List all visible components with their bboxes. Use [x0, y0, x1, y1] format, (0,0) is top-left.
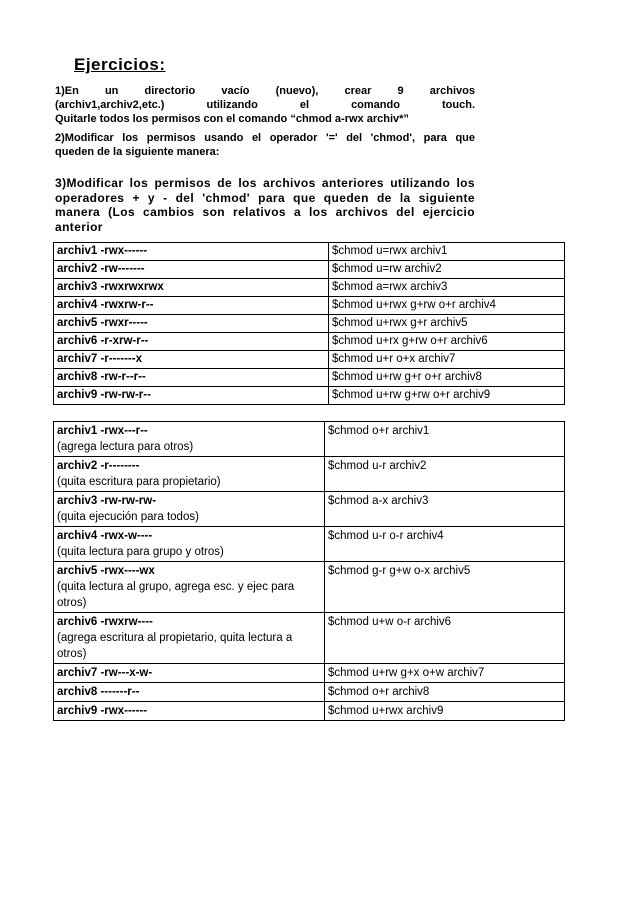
file-cell: archiv1 -rwx------: [54, 243, 329, 261]
table-row: [54, 422, 565, 457]
command-cell: $chmod u-r o-r archiv4: [325, 527, 565, 562]
command-cell: $chmod u+rwx archiv9: [325, 702, 565, 721]
file-cell: archiv9 -rw-rw-r--: [54, 387, 329, 405]
file-cell: archiv7 -rw---x-w-: [54, 664, 325, 683]
file-cell: archiv3 -rwxrwxrwx: [54, 279, 329, 297]
command-cell: $chmod o+r archiv8: [325, 683, 565, 702]
exercise-3-line: operadores + y - del 'chmod' para que queden de la siguiente: [55, 190, 475, 205]
exercise-1-line: Quitarle todos los permisos con el comando “chmod a-rwx archiv*”: [55, 113, 409, 125]
table-row: [54, 279, 565, 297]
table-row: [54, 702, 565, 721]
command-cell: $chmod a=rwx archiv3: [329, 279, 565, 297]
file-permissions: archiv2 -r--------: [57, 460, 140, 472]
file-cell: [54, 562, 325, 613]
table-row: [54, 351, 565, 369]
table-row: [54, 333, 565, 351]
change-note: (agrega lectura para otros): [57, 441, 194, 453]
file-cell: archiv2 -rw-------: [54, 261, 329, 279]
file-permissions: archiv3 -rw-rw-rw-: [57, 495, 157, 507]
table-row: [54, 387, 565, 405]
change-note: (quita lectura para grupo y otros): [57, 546, 224, 558]
exercise-1-line: (archiv1,archiv2,etc.) utilizando el comando touch.: [55, 99, 475, 111]
file-cell: archiv4 -rwxrw-r--: [54, 297, 329, 315]
change-note: (agrega escritura al propietario, quita lectura a otros): [57, 632, 293, 660]
command-cell: $chmod u+rw g+r o+r archiv8: [329, 369, 565, 387]
file-cell: archiv8 -rw-r--r--: [54, 369, 329, 387]
command-cell: $chmod u+w o-r archiv6: [325, 613, 565, 664]
command-cell: $chmod u=rw archiv2: [329, 261, 565, 279]
exercise-2: [55, 131, 475, 159]
file-permissions: archiv4 -rwx-w----: [57, 530, 153, 542]
table-row: [54, 297, 565, 315]
exercise-2-line: queden de la siguiente manera:: [55, 146, 220, 158]
change-note: (quita lectura al grupo, agrega esc. y ejec para otros): [57, 581, 295, 609]
table-row: [54, 683, 565, 702]
file-cell: [54, 422, 325, 457]
table-row: [54, 315, 565, 333]
permissions-table-1: [53, 242, 565, 405]
file-cell: [54, 457, 325, 492]
command-cell: $chmod u+rw g+x o+w archiv7: [325, 664, 565, 683]
file-permissions: archiv1 -rwx---r--: [57, 425, 148, 437]
file-cell: [54, 613, 325, 664]
table-row: [54, 664, 565, 683]
table-row: [54, 457, 565, 492]
exercise-1-line: 1)En un directorio vacío (nuevo), crear 9 archivos: [55, 85, 475, 97]
table-row: [54, 261, 565, 279]
change-note: (quita ejecución para todos): [57, 511, 199, 523]
command-cell: $chmod u+rwx g+r archiv5: [329, 315, 565, 333]
table-row: [54, 527, 565, 562]
file-cell: archiv9 -rwx------: [54, 702, 325, 721]
file-permissions: archiv5 -rwx----wx: [57, 565, 155, 577]
exercise-3: [55, 176, 475, 234]
file-cell: [54, 527, 325, 562]
file-cell: archiv8 -------r--: [54, 683, 325, 702]
command-cell: $chmod o+r archiv1: [325, 422, 565, 457]
file-permissions: archiv6 -rwxrw----: [57, 616, 153, 628]
exercise-3-line: 3)Modificar los permisos de los archivos anteriores utilizando los: [55, 176, 475, 190]
file-cell: [54, 492, 325, 527]
table-row: [54, 492, 565, 527]
exercise-3-line: anterior: [55, 219, 103, 234]
exercise-3-line: manera (Los cambios son relativos a los archivos del ejercicio: [55, 205, 475, 219]
command-cell: $chmod u-r archiv2: [325, 457, 565, 492]
command-cell: $chmod u=rwx archiv1: [329, 243, 565, 261]
command-cell: $chmod u+rwx g+rw o+r archiv4: [329, 297, 565, 315]
exercise-2-line: 2)Modificar los permisos usando el operador '=' del 'chmod', para que: [55, 132, 475, 144]
page-title: Ejercicios:: [74, 55, 166, 74]
table-row: [54, 243, 565, 261]
file-cell: archiv7 -r-------x: [54, 351, 329, 369]
command-cell: $chmod g-r g+w o-x archiv5: [325, 562, 565, 613]
change-note: (quita escritura para propietario): [57, 476, 221, 488]
table-row: [54, 369, 565, 387]
command-cell: $chmod u+r o+x archiv7: [329, 351, 565, 369]
permissions-table-2: [53, 421, 565, 721]
file-cell: archiv6 -r-xrw-r--: [54, 333, 329, 351]
command-cell: $chmod a-x archiv3: [325, 492, 565, 527]
command-cell: $chmod u+rx g+rw o+r archiv6: [329, 333, 565, 351]
file-cell: archiv5 -rwxr-----: [54, 315, 329, 333]
table-row: [54, 613, 565, 664]
command-cell: $chmod u+rw g+rw o+r archiv9: [329, 387, 565, 405]
table-row: [54, 562, 565, 613]
exercise-1: [55, 84, 475, 126]
